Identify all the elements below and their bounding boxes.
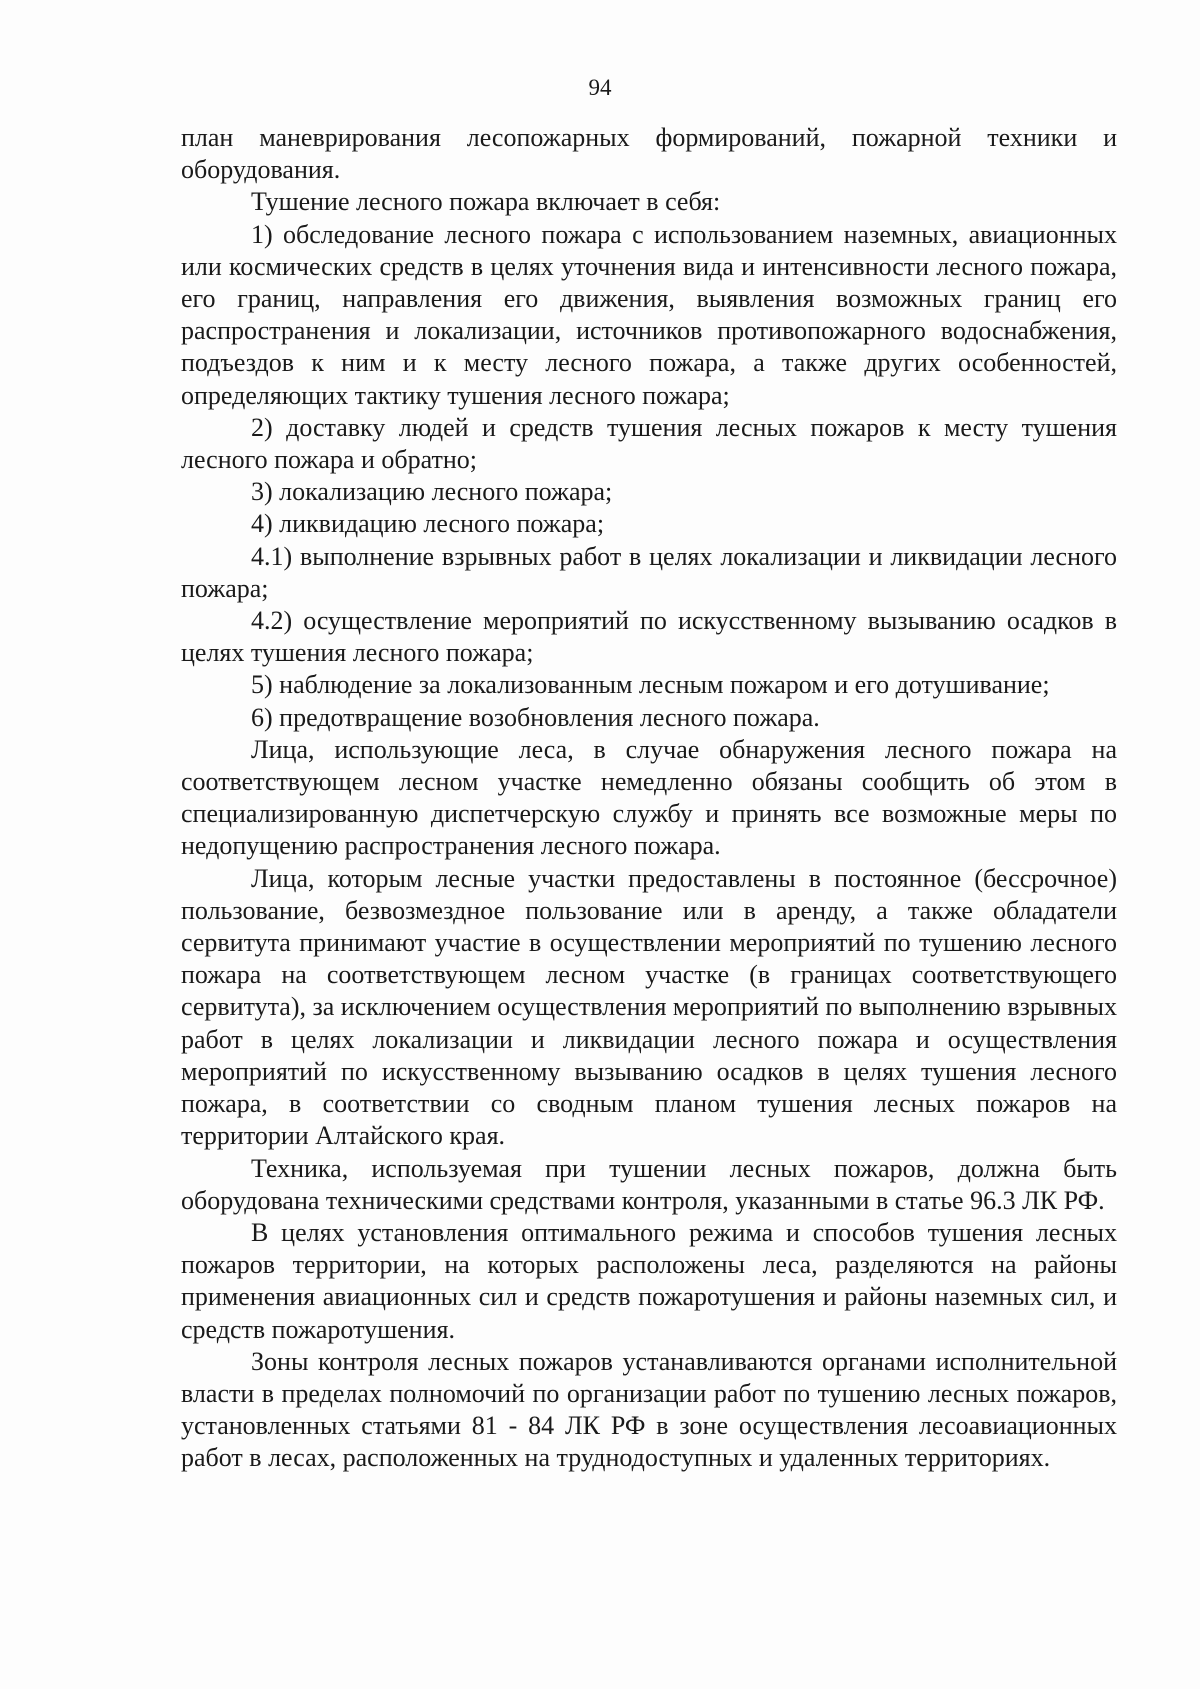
paragraph-districts: В целях установления оптимального режима и способов тушения лесных пожаров территории, на которых расположены леса, разделяются на районы применения авиационных сил и средств пожаротушения и районы наземных сил, и средств пожаротушения.	[181, 1217, 1117, 1344]
paragraph-forest-users: Лица, использующие леса, в случае обнаружения лесного пожара на соответствующем лесном участке немедленно обязаны сообщить об этом в специализированную диспетчерскую службу и принять все возможные меры по недопущению распространения лесного пожара.	[181, 734, 1117, 861]
list-item-5: 5) наблюдение за локализованным лесным пожаром и его дотушивание;	[251, 670, 1050, 700]
list-item-6: 6) предотвращение возобновления лесного пожара.	[251, 702, 820, 732]
list-item-3: 3) локализацию лесного пожара;	[251, 477, 613, 507]
paragraph-continuation: план маневрирования лесопожарных формирований, пожарной техники и оборудования.	[181, 123, 1117, 185]
list-item-4-1: 4.1) выполнение взрывных работ в целях локализации и ликвидации лесного пожара;	[181, 541, 1117, 603]
paragraph-control-zones: Зоны контроля лесных пожаров устанавливаются органами исполнительной власти в пределах полномочий по организации работ по тушению лесных пожаров, установленных статьями 81 - 84 ЛК РФ в зоне осуществления лесоавиационных работ в лесах, расположенных на труднодоступных и удаленных территориях.	[181, 1346, 1117, 1473]
list-item-2: 2) доставку людей и средств тушения лесных пожаров к месту тушения лесного пожара и обратно;	[181, 412, 1117, 475]
paragraph-intro: Тушение лесного пожара включает в себя:	[251, 187, 721, 217]
list-item-4: 4) ликвидацию лесного пожара;	[251, 509, 605, 539]
page-number: 94	[588, 75, 612, 100]
paragraph-leaseholders: Лица, которым лесные участки предоставлены в постоянное (бессрочное) пользование, безвозмездное пользование или в аренду, а также обладатели сервитута принимают участие в осуществлении мероприятий по тушению лесного пожара на соответствующем лесном участке (в границах соответствующего сервитута), за исключением осуществления мероприятий по выполнению взрывных работ в целях локализации и ликвидации лесного пожара и осуществления мероприятий по искусственному вызыванию осадков в целях тушения лесного пожара, в соответствии со сводным планом тушения лесных пожаров на территории Алтайского края.	[181, 863, 1117, 1151]
paragraph-equipment: Техника, используемая при тушении лесных пожаров, должна быть оборудована техническими средствами контроля, указанными в статье 96.3 ЛК РФ.	[181, 1153, 1117, 1215]
list-item-1: 1) обследование лесного пожара с использованием наземных, авиационных или космических средств в целях уточнения вида и интенсивности лесного пожара, его границ, направления его движения, выявления возможных границ его распространения и локализации, источников противопожарного водоснабжения, подъездов к ним и к месту лесного пожара, а также других особенностей, определяющих тактику тушения лесного пожара;	[181, 219, 1117, 410]
document-body	[181, 122, 1117, 1475]
list-item-4-2: 4.2) осуществление мероприятий по искусственному вызыванию осадков в целях тушения лесного пожара;	[181, 606, 1117, 668]
